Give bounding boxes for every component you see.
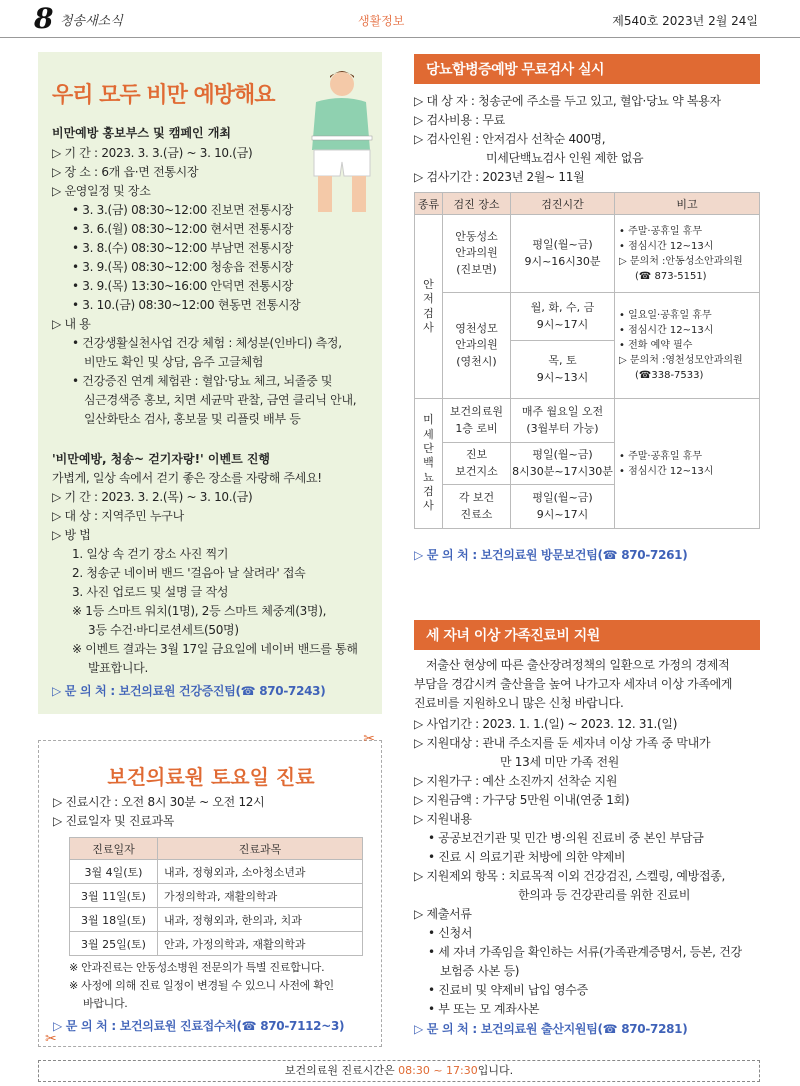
issue-info: 제540호 2023년 2월 24일: [612, 14, 758, 28]
event-period: ▷ 기 간 : 2023. 3. 2.(목) ~ 3. 10.(금): [52, 490, 253, 504]
schedule-item: • 3. 8.(수) 08:30~12:00 부남면 전통시장: [72, 241, 294, 255]
brand-logo: 청송새소식: [60, 14, 123, 29]
family-intro: 진료비를 지원하오니 많은 신청 바랍니다.: [414, 696, 624, 710]
table-row: [70, 932, 363, 956]
content-line: • 건강증진 연계 체험관 : 혈압·당뇨 체크, 뇌졸중 및: [72, 374, 333, 388]
family-line: • 신청서: [428, 926, 473, 940]
event-method-step: 2. 청송군 네이버 밴드 '걸음아 날 살려라' 접속: [72, 566, 306, 580]
measuring-waist-illustration: [300, 66, 374, 216]
family-contact: ▷ 문 의 처 : 보건의료원 출산지원팀(☎ 870-7281): [414, 1022, 688, 1036]
table-header: 종류: [415, 193, 443, 215]
family-line: ▷ 지원대상 : 관내 주소지를 둔 세자녀 이상 가족 중 막내가: [414, 736, 711, 750]
table-cell: [615, 293, 760, 399]
note-line: • 일요일·공휴일 휴무: [619, 310, 712, 321]
page-header: [0, 0, 800, 38]
table-cell: 안과, 가정의학과, 재활의학과: [158, 932, 363, 956]
event-method-heading: ▷ 방 법: [52, 528, 91, 542]
family-line: ▷ 사업기간 : 2023. 1. 1.(일) ~ 2023. 12. 31.(일): [414, 717, 678, 731]
table-cell: 목, 토 9시~13시: [511, 341, 615, 399]
family-line: 만 13세 미만 가족 전원: [500, 755, 620, 769]
obesity-contact: ▷ 문 의 처 : 보건의료원 건강증진팀(☎ 870-7243): [52, 684, 326, 698]
content-line: 심근경색증 홍보, 치면 세균막 관찰, 금연 클리닉 안내,: [84, 393, 357, 407]
table-header: 검진 장소: [443, 193, 511, 215]
table-cell: 평일(월~금) 9시~16시30분: [511, 215, 615, 293]
diabetes-line: ▷ 검사인원 : 안저검사 선착순 400명,: [414, 132, 606, 146]
content-line: • 건강생활실천사업 건강 체험 : 체성분(인바디) 측정,: [72, 336, 342, 350]
table-row: [415, 293, 760, 341]
note-line: (☎338-7533): [635, 370, 704, 381]
family-line: ▷ 지원내용: [414, 812, 472, 826]
family-line: ▷ 지원금액 : 가구당 5만원 이내(연중 1회): [414, 793, 630, 807]
table-cell: 내과, 정형외과, 한의과, 치과: [158, 908, 363, 932]
note-line: • 점심시간 12~13시: [619, 465, 714, 477]
schedule-item: • 3. 9.(목) 13:30~16:00 안덕면 전통시장: [72, 279, 294, 293]
saturday-contact: ▷ 문 의 처 : 보건의료원 진료접수처(☎ 870-7112~3): [53, 1019, 345, 1033]
table-cell: 영천성모 안과의원 (영천시): [443, 293, 511, 399]
saturday-title: 보건의료원 토요일 진료: [107, 765, 315, 789]
event-heading: '비만예방, 청송~ 걷기자랑!' 이벤트 진행: [52, 452, 271, 466]
table-cell: 내과, 정형외과, 소아청소년과: [158, 860, 363, 884]
booth-heading: 비만예방 홍보부스 및 캠페인 개최: [52, 126, 232, 140]
footer-text: 입니다.: [477, 1064, 514, 1077]
note-line: • 주말·공휴일 휴무: [619, 225, 703, 237]
table-row: [415, 215, 760, 293]
family-line: • 진료 시 의료기관 처방에 의한 약제비: [428, 850, 626, 864]
table-cell: 3월 25일(토): [70, 932, 158, 956]
event-method-step: 3. 사진 업로드 및 설명 글 작성: [72, 585, 229, 599]
scissors-icon: ✂: [363, 731, 375, 747]
event-result-note: 발표합니다.: [88, 661, 148, 675]
event-prize-note: 3등 수건·바디로션세트(50명): [88, 623, 239, 637]
content-line: 일산화탄소 검사, 홍보물 및 리플릿 배부 등: [84, 412, 301, 426]
family-line: • 세 자녀 가족임을 확인하는 서류(가족관계증명서, 등본, 건강: [428, 945, 742, 959]
content-line: 비만도 확인 및 상담, 음주 고글체험: [84, 355, 264, 369]
table-cell: 가정의학과, 재활의학과: [158, 884, 363, 908]
saturday-note: 바랍니다.: [83, 997, 128, 1010]
scissors-icon: ✂: [45, 1031, 57, 1047]
table-cell: 3월 4일(토): [70, 860, 158, 884]
family-line: ▷ 지원제외 항목 : 치료목적 이외 건강검진, 스켈링, 예방접종,: [414, 869, 726, 883]
page-number: 8: [34, 2, 54, 35]
note-line: • 주말·공휴일 휴무: [619, 450, 703, 462]
table-cell: 진보 보건지소: [443, 443, 511, 485]
diabetes-line: 미세단백뇨검사 인원 제한 없음: [486, 151, 644, 165]
table-cell: 안동성소 안과의원 (진보면): [443, 215, 511, 293]
section-name: 생활정보: [358, 14, 405, 28]
note-line: ▷ 문의처 :안동성소안과의원: [619, 255, 743, 267]
footer-text: 보건의료원 진료시간은: [284, 1064, 399, 1077]
table-header: 진료일자: [70, 838, 158, 860]
note-line: • 점심시간 12~13시: [619, 240, 714, 252]
schedule-item: • 3. 3.(금) 08:30~12:00 진보면 전통시장: [72, 203, 294, 217]
schedule-item: • 3. 9.(목) 08:30~12:00 청송읍 전통시장: [72, 260, 294, 274]
table-row: [415, 399, 760, 443]
obesity-title: 우리 모두 비만 예방해요: [52, 83, 275, 108]
footer-hours: 08:30 ~ 17:30: [398, 1064, 478, 1077]
family-line: • 부 또는 모 계좌사본: [428, 1002, 540, 1016]
saturday-note: ※ 사정에 의해 진료 일정이 변경될 수 있으니 사전에 확인: [69, 979, 334, 992]
family-line: ▷ 제출서류: [414, 907, 472, 921]
family-line: • 진료비 및 약제비 납입 영수증: [428, 983, 588, 997]
event-result-note: ※ 이벤트 결과는 3월 17일 금요일에 네이버 밴드를 통해: [72, 642, 358, 656]
table-cell: 매주 월요일 오전 (3월부터 가능): [511, 399, 615, 443]
schedule-item: • 3. 6.(월) 08:30~12:00 현서면 전통시장: [72, 222, 294, 236]
event-target: ▷ 대 상 : 지역주민 누구나: [52, 509, 184, 523]
table-row: [70, 908, 363, 932]
table-cell: [615, 215, 760, 293]
note-line: ▷ 문의처 :영천성모안과의원: [619, 355, 743, 366]
table-row: [70, 884, 363, 908]
table-cell: 3월 11일(토): [70, 884, 158, 908]
note-line: • 전화 예약 필수: [619, 340, 693, 351]
family-line: 보험증 사본 등): [440, 964, 520, 978]
table-row: [70, 860, 363, 884]
family-line: 한의과 등 건강관리를 위한 진료비: [518, 888, 691, 902]
table-cell: 보건의료원 1층 로비: [443, 399, 511, 443]
family-line: • 공공보건기관 및 민간 병·의원 진료비 중 본인 부담금: [428, 831, 704, 845]
event-desc: 가볍게, 일상 속에서 걷기 좋은 장소를 자랑해 주세요!: [52, 471, 322, 485]
table-cell: 미 세 단 백 뇨 검 사: [415, 399, 443, 529]
saturday-note: ※ 안과진료는 안동성소병원 전문의가 특별 진료합니다.: [69, 961, 325, 974]
obesity-section: [38, 52, 382, 714]
family-intro: 저출산 현상에 따른 출산장려정책의 일환으로 가정의 경제적: [426, 658, 730, 672]
diabetes-line: ▷ 검사기간 : 2023년 2월~ 11월: [414, 170, 585, 184]
note-line: (☎ 873-5151): [635, 270, 707, 282]
diabetes-line: ▷ 대 상 자 : 청송군에 주소를 두고 있고, 혈압·당뇨 약 복용자: [414, 94, 721, 108]
family-title: 세 자녀 이상 가족진료비 지원: [414, 620, 760, 650]
diabetes-contact: ▷ 문 의 처 : 보건의료원 방문보건팀(☎ 870-7261): [414, 548, 688, 562]
table-cell: 평일(월~금) 8시30분~17시30분: [511, 443, 615, 485]
family-line: ▷ 지원가구 : 예산 소진까지 선착순 지원: [414, 774, 618, 788]
diabetes-line: ▷ 검사비용 : 무료: [414, 113, 505, 127]
table-header: 비고: [615, 193, 760, 215]
saturday-clinic-section: [38, 731, 382, 1047]
table-cell: 평일(월~금) 9시~17시: [511, 485, 615, 529]
footer-notice: [38, 1060, 760, 1082]
family-intro: 부담을 경감시켜 출산율을 높여 나가고자 세자녀 이상 가족에게: [414, 677, 733, 691]
table-cell: [615, 399, 760, 529]
table-cell: 각 보건 진료소: [443, 485, 511, 529]
event-prize-note: ※ 1등 스마트 워치(1명), 2등 스마트 체중계(3명),: [72, 604, 327, 618]
event-method-step: 1. 일상 속 걷기 장소 사진 찍기: [72, 547, 229, 561]
checkup-table: [414, 192, 760, 529]
table-header: 진료과목: [158, 838, 363, 860]
schedule-item: • 3. 10.(금) 08:30~12:00 현동면 전통시장: [72, 298, 301, 312]
table-cell: 3월 18일(토): [70, 908, 158, 932]
booth-period: ▷ 기 간 : 2023. 3. 3.(금) ~ 3. 10.(금): [52, 146, 253, 160]
saturday-dates-heading: ▷ 진료일자 및 진료과목: [53, 814, 175, 828]
diabetes-title: 당뇨합병증예방 무료검사 실시: [414, 54, 760, 84]
schedule-heading: ▷ 운영일정 및 장소: [52, 184, 151, 198]
table-cell: 안 저 검 사: [415, 215, 443, 399]
saturday-time: ▷ 진료시간 : 오전 8시 30분 ~ 오전 12시: [53, 795, 265, 809]
table-cell: 월, 화, 수, 금 9시~17시: [511, 293, 615, 341]
saturday-table: [69, 837, 363, 956]
booth-place: ▷ 장 소 : 6개 읍·면 전통시장: [52, 165, 199, 179]
content-heading: ▷ 내 용: [52, 317, 91, 331]
table-header: 검진시간: [511, 193, 615, 215]
note-line: • 점심시간 12~13시: [619, 325, 714, 336]
